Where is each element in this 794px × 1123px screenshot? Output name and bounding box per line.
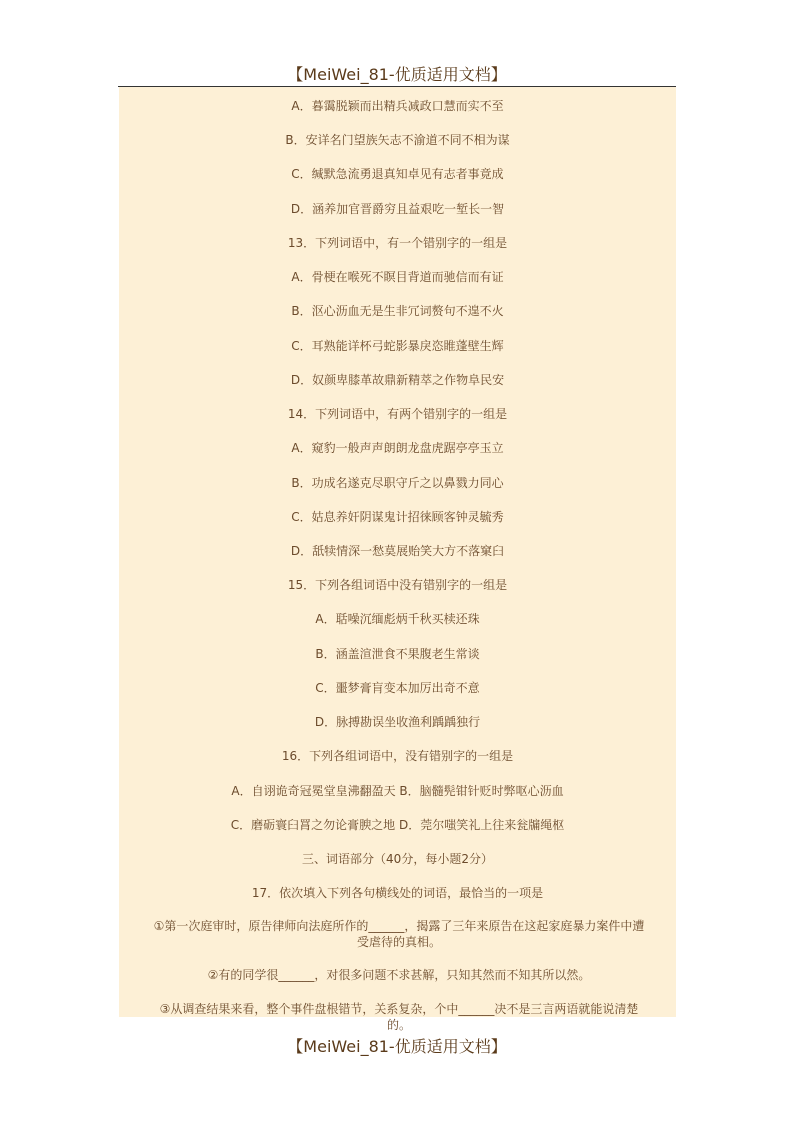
option-line: C．噩梦膏肓变本加厉出奇不意 (315, 681, 480, 695)
option-line: B．功成名遂克尽职守斤之以鼻戮力同心 (291, 476, 504, 490)
option-line: A．暮霭脱颖而出精兵减政口慧而实不至 (291, 99, 504, 113)
option-line: A．聒噪沉缅彪炳千秋买椟还珠 (315, 612, 480, 626)
option-line: C．姑息养奸阴谋鬼计招徕顾客钟灵毓秀 (291, 510, 504, 524)
option-line: A．骨梗在喉死不瞑目背道而驰信而有证 (291, 270, 504, 284)
option-line: D．脉搏勘误坐收渔利踽踽独行 (314, 715, 481, 729)
option-line: B．安详名门望族矢志不渝道不同不相为谋 (285, 133, 510, 147)
question-line: 17．依次填入下列各句横线处的词语，最恰当的一项是 (251, 886, 544, 900)
option-line: A．自诩诡奇冠冕堂皇沸翻盈天 B．脑髓髡钳针贬时弊呕心沥血 (231, 784, 564, 798)
question-line: 15．下列各组词语中没有错别字的一组是 (287, 578, 508, 592)
section-heading: 三、词语部分（40分，每小题2分） (302, 852, 493, 866)
sentence-paragraph: ①第一次庭审时，原告律师向法庭所作的______，揭露了三年来原告在这起家庭暴力案件中遭受虐待的真相。 (153, 919, 645, 949)
option-line: B．涵盖渲泄食不果腹老生常谈 (315, 647, 480, 661)
option-line: C．缄默急流勇退真知卓见有志者事竟成 (291, 167, 504, 181)
option-line: D．奴颜卑膝革故鼎新精萃之作物阜民安 (290, 373, 505, 387)
question-line: 13．下列词语中，有一个错别字的一组是 (287, 236, 508, 250)
content-panel (119, 87, 676, 1032)
option-line: D．舐犊情深一愁莫展贻笑大方不落窠臼 (290, 544, 505, 558)
option-line: A．窥豹一般声声朗朗龙盘虎踞亭亭玉立 (291, 441, 504, 455)
option-line: C．耳熟能详杯弓蛇影暴戾恣睢蓬壁生辉 (291, 339, 504, 353)
option-line: B．沤心沥血无是生非冗词赘句不遑不火 (291, 304, 504, 318)
page-header: 【MeiWei_81-优质适用文档】 (287, 65, 507, 84)
sentence-paragraph: ③从调查结果来看，整个事件盘根错节，关系复杂，个中______决不是三言两语就能说清楚的。 (159, 1002, 639, 1032)
question-line: 14．下列词语中，有两个错别字的一组是 (287, 407, 508, 421)
sentence-paragraph: ②有的同学很______，对很多问题不求甚解，只知其然而不知其所以然。 (207, 968, 591, 982)
question-line: 16．下列各组词语中，没有错别字的一组是 (281, 749, 514, 763)
option-line: D．涵养加官晋爵穷且益艰吃一堑长一智 (290, 202, 505, 216)
page-footer: 【MeiWei_81-优质适用文档】 (287, 1037, 507, 1056)
option-line: C．磨砺寰臼罥之勿论膏腴之地 D．莞尔嗤笑礼上往来瓮牖绳枢 (230, 818, 565, 832)
